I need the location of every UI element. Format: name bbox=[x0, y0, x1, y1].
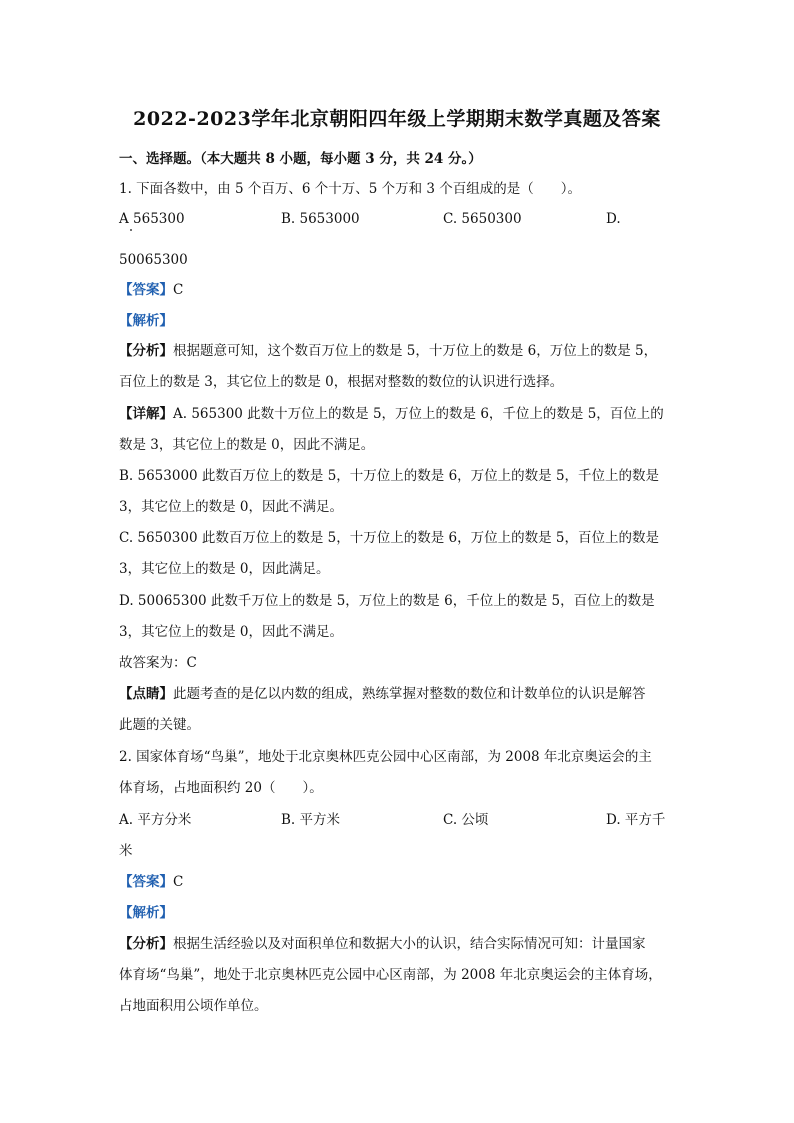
dianjing-tag: 【点睛】 bbox=[119, 686, 173, 702]
q1-final-answer: 故答案为：C bbox=[119, 655, 197, 671]
xiangjie-tag: 【详解】 bbox=[119, 406, 173, 422]
q1-dianjing-line-1 bbox=[119, 685, 646, 703]
q1-option-a: A 565300 bbox=[119, 211, 185, 227]
q1-option-d-continued: 50065300 bbox=[119, 252, 188, 268]
q2-analysis-tag bbox=[119, 904, 173, 922]
answer-tag: 【答案】 bbox=[119, 874, 173, 890]
answer-value: C bbox=[173, 282, 184, 298]
q2-option-b: B. 平方米 bbox=[281, 812, 341, 828]
q1-b-line-2: 3，其它位上的数是 0，因此不满足。 bbox=[119, 499, 343, 515]
q2-fenxi-line-1 bbox=[119, 935, 646, 953]
question-1-stem: 1. 下面各数中，由 5 个百万、6 个十万、5 个万和 3 个百组成的是（ ）。 bbox=[119, 181, 582, 197]
q2-option-a: A. 平方分米 bbox=[119, 812, 192, 828]
q1-fenxi-line-2: 百位上的数是 3，其它位上的数是 0，根据对整数的数位的认识进行选择。 bbox=[119, 374, 564, 390]
fenxi-tag: 【分析】 bbox=[119, 343, 173, 359]
q1-answer bbox=[119, 281, 183, 299]
q1-option-d: D. bbox=[606, 211, 621, 227]
q1-d-line-2: 3，其它位上的数是 0，因此不满足。 bbox=[119, 624, 343, 640]
question-2-stem-line-1: 2. 国家体育场“鸟巢”，地处于北京奥林匹克公园中心区南部，为 2008 年北京奥运会的主 bbox=[119, 749, 652, 765]
answer-tag: 【答案】 bbox=[119, 282, 173, 298]
q1-d-line-1: D. 50065300 此数千万位上的数是 5，万位上的数是 6，千位上的数是 5，百位上的数是 bbox=[119, 593, 655, 609]
page-title: 2022-2023学年北京朝阳四年级上学期期末数学真题及答案 bbox=[133, 108, 661, 130]
xiangjie-text: A. 565300 此数十万位上的数是 5，万位上的数是 6，千位上的数是 5，百位上的 bbox=[173, 406, 664, 422]
fenxi-text: 根据生活经验以及对面积单位和数据大小的认识，结合实际情况可知：计量国家 bbox=[173, 936, 646, 952]
answer-value: C bbox=[173, 874, 184, 890]
q1-analysis-tag bbox=[119, 312, 173, 330]
q2-fenxi-line-2: 体育场“鸟巢”，地处于北京奥林匹克公园中心区南部，为 2008 年北京奥运会的主体育场， bbox=[119, 967, 662, 983]
bullet-dot-icon bbox=[130, 229, 132, 231]
q1-fenxi-line-1 bbox=[119, 342, 657, 360]
q2-fenxi-line-3: 占地面积用公顷作单位。 bbox=[119, 998, 268, 1014]
q1-b-line-1: B. 5653000 此数百万位上的数是 5，十万位上的数是 6，万位上的数是 5，千位上的数是 bbox=[119, 468, 660, 484]
analysis-tag: 【解析】 bbox=[119, 313, 173, 329]
q1-xiangjie-line-1 bbox=[119, 405, 664, 423]
q1-dianjing-line-2: 此题的关键。 bbox=[119, 717, 200, 733]
analysis-tag: 【解析】 bbox=[119, 905, 173, 921]
fenxi-tag: 【分析】 bbox=[119, 936, 173, 952]
q1-c-line-1: C. 5650300 此数百万位上的数是 5，十万位上的数是 6，万位上的数是 5，百位上的数是 bbox=[119, 530, 659, 546]
q2-option-d: D. 平方千 bbox=[606, 812, 666, 828]
fenxi-text: 根据题意可知，这个数百万位上的数是 5，十万位上的数是 6，万位上的数是 5， bbox=[173, 343, 658, 359]
q1-c-line-2: 3，其它位上的数是 0，因此满足。 bbox=[119, 561, 330, 577]
q1-option-c: C. 5650300 bbox=[443, 211, 522, 227]
q1-xiangjie-line-2: 数是 3，其它位上的数是 0，因此不满足。 bbox=[119, 437, 375, 453]
q2-answer bbox=[119, 873, 183, 891]
q2-option-c: C. 公顷 bbox=[443, 812, 489, 828]
section-heading: 一、选择题。（本大题共 8 小题，每小题 3 分，共 24 分。） bbox=[119, 151, 482, 167]
question-2-stem-line-2: 体育场，占地面积约 20（ ）。 bbox=[119, 780, 323, 796]
dianjing-text: 此题考查的是亿以内数的组成，熟练掌握对整数的数位和计数单位的认识是解答 bbox=[173, 686, 646, 702]
q1-option-b: B. 5653000 bbox=[281, 211, 360, 227]
q2-option-d-continued: 米 bbox=[119, 843, 133, 859]
